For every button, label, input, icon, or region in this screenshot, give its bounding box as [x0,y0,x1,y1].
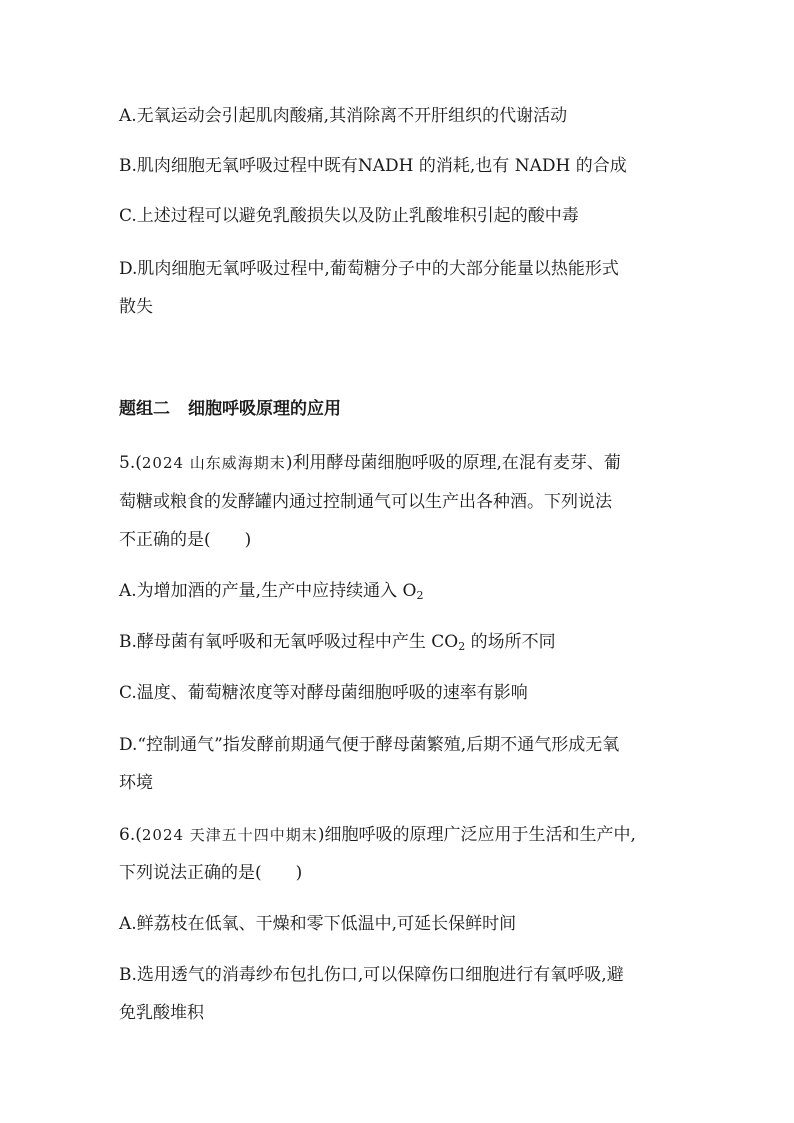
q5-option-d-line2: 环境 [119,773,153,793]
q6-source: 2024 天津五十四中期末 [141,826,318,844]
q5-option-b [119,631,556,653]
q5-number: 5.( [119,453,142,473]
q4-option-d-line2: 散失 [119,297,153,317]
q6-stem-line2: 下列说法正确的是( ) [119,863,303,883]
q5-option-b-subscript: 2 [458,640,466,653]
q6-option-b-line1: B.选用透气的消毒纱布包扎伤口,可以保障伤口细胞进行有氧呼吸,避 [119,965,624,985]
q4-option-d-line1: D.肌肉细胞无氧呼吸过程中,葡萄糖分子中的大部分能量以热能形式 [119,259,619,279]
section-title: 细胞呼吸原理的应用 [188,399,341,419]
q5-option-a-text: A.为增加酒的产量,生产中应持续通入 O [119,581,417,601]
q6-number: 6.( [119,825,142,845]
q5-stem-line2: 萄糖或粮食的发酵罐内通过控制通气可以生产出各种酒。下列说法 [119,492,612,512]
q5-stem-line3: 不正确的是( ) [119,530,252,550]
q6-option-b-line2: 免乳酸堆积 [119,1003,204,1023]
q5-option-a-subscript: 2 [416,589,424,602]
q5-option-b-text-post: 的场所不同 [465,632,556,652]
q5-source: 2024 山东威海期末 [141,454,286,472]
q5-stem-rest: )利用酵母菌细胞呼吸的原理,在混有麦芽、葡 [285,453,621,473]
q4-option-b: B.肌肉细胞无氧呼吸过程中既有NADH 的消耗,也有 NADH 的合成 [119,156,627,176]
section-label: 题组二 [119,399,170,419]
q5-option-b-text-pre: B.酵母菌有氧呼吸和无氧呼吸过程中产生 CO [119,632,459,652]
q5-option-c: C.温度、葡萄糖浓度等对酵母菌细胞呼吸的速率有影响 [119,683,528,703]
q6-option-a: A.鲜荔枝在低氧、干燥和零下低温中,可延长保鲜时间 [119,914,517,934]
q5-option-d-line1: D.“控制通气”指发酵前期通气便于酵母菌繁殖,后期不通气形成无氧 [119,735,620,755]
q5-stem-line1 [119,452,621,474]
q5-option-a [119,580,423,602]
q6-stem-line1 [119,824,636,846]
q4-option-a: A.无氧运动会引起肌肉酸痛,其消除离不开肝组织的代谢活动 [119,106,568,126]
q6-stem-rest: )细胞呼吸的原理广泛应用于生活和生产中, [317,825,636,845]
section-heading [119,398,341,420]
q4-option-c: C.上述过程可以避免乳酸损失以及防止乳酸堆积引起的酸中毒 [119,206,579,226]
